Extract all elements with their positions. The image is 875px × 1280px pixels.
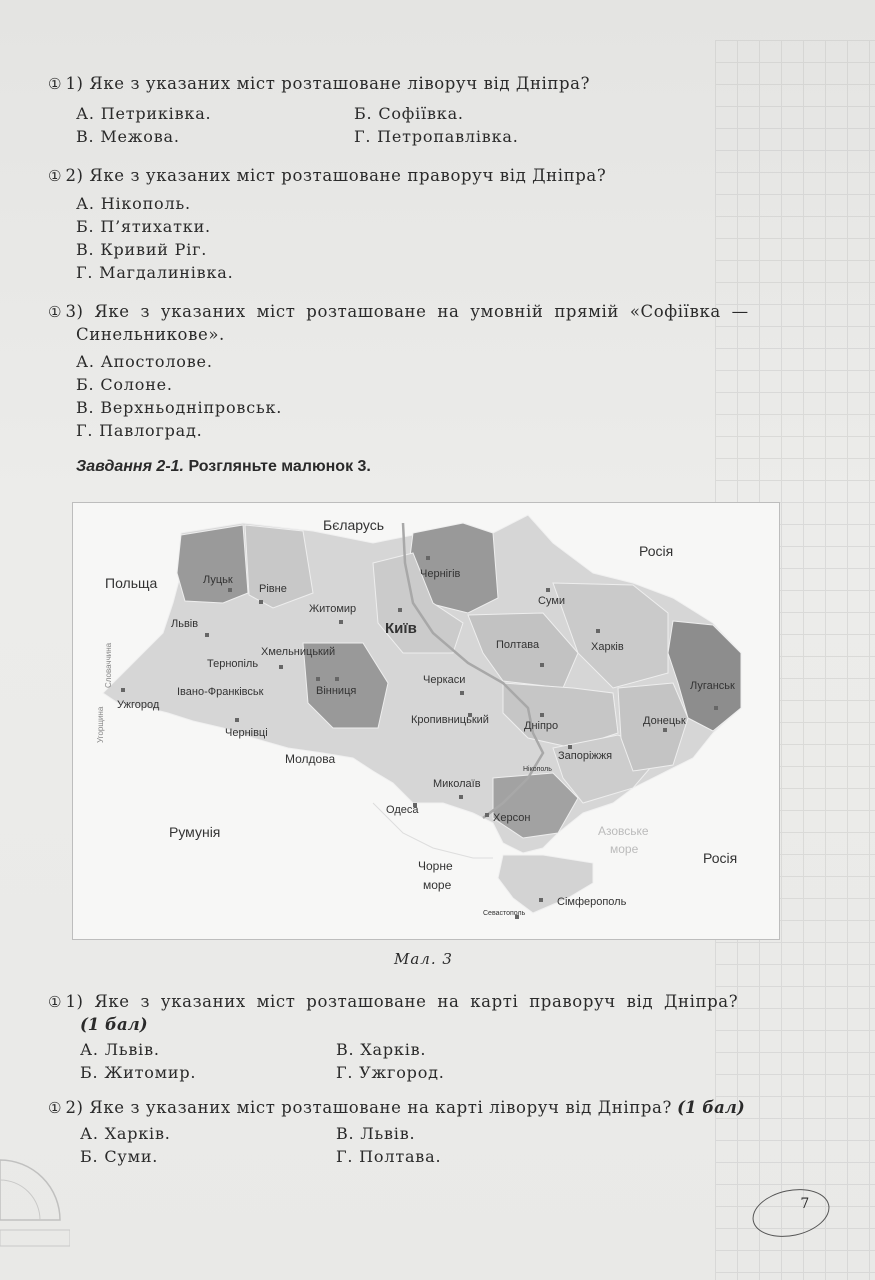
label-russia-bottom: Росія bbox=[703, 850, 738, 866]
label-hungary: Угорщина bbox=[96, 706, 105, 743]
label-rivne: Рівне bbox=[259, 583, 287, 595]
option-a[interactable]: А. Петриківка. bbox=[76, 104, 212, 123]
label-zaporizhzhia: Запоріжжя bbox=[558, 750, 613, 762]
label-poland: Польща bbox=[105, 575, 158, 591]
label-simferopol: Сімферополь bbox=[557, 896, 627, 908]
task-header bbox=[76, 458, 371, 476]
option-g[interactable]: Г. Магдалинівка. bbox=[76, 263, 234, 282]
label-donetsk: Донецьк bbox=[643, 715, 686, 727]
question-text: 2) Яке з указаних міст розташоване на карті ліворуч від Дніпра? bbox=[65, 1098, 672, 1117]
option-a[interactable]: А. Апостолове. bbox=[76, 352, 213, 371]
difficulty-mark: ① bbox=[48, 75, 62, 93]
label-zhytomyr: Житомир bbox=[309, 603, 357, 615]
label-dnipro: Дніпро bbox=[524, 720, 559, 732]
region-volyn bbox=[177, 525, 248, 603]
label-uzhhorod: Ужгород bbox=[117, 699, 160, 711]
label-ivano-frankivsk: Івано-Франківськ bbox=[177, 686, 264, 698]
label-nikopol: Нікополь bbox=[523, 766, 552, 773]
label-moldova: Молдова bbox=[285, 752, 336, 766]
option-v[interactable]: В. Кривий Ріг. bbox=[76, 240, 208, 259]
label-slovakia: Словаччина bbox=[104, 642, 113, 688]
label-black-sea-2: море bbox=[423, 878, 452, 892]
difficulty-mark: ① bbox=[48, 167, 62, 185]
label-azov-sea-1: Азовське bbox=[598, 824, 649, 838]
difficulty-mark: ① bbox=[48, 1099, 62, 1117]
question-3-line2 bbox=[76, 323, 225, 346]
task-label: Завдання 2-1. bbox=[76, 458, 184, 475]
option-v[interactable]: В. Львів. bbox=[336, 1124, 416, 1143]
label-black-sea-1: Чорне bbox=[418, 859, 453, 873]
question-1 bbox=[48, 72, 590, 96]
label-chernihiv: Чернігів bbox=[420, 568, 461, 580]
option-a[interactable]: А. Харків. bbox=[80, 1124, 171, 1143]
label-azov-sea-2: море bbox=[610, 842, 639, 856]
option-v[interactable]: В. Межова. bbox=[76, 127, 180, 146]
label-kropyvnytskyi: Кропивницький bbox=[411, 714, 489, 726]
label-vinnytsia: Вінниця bbox=[316, 685, 357, 697]
option-g[interactable]: Г. Павлоград. bbox=[76, 421, 203, 440]
difficulty-mark: ① bbox=[48, 303, 62, 321]
question-text: 2) Яке з указаних міст розташоване праворуч від Дніпра? bbox=[65, 166, 607, 185]
ukraine-map bbox=[73, 503, 779, 939]
label-kherson: Херсон bbox=[493, 812, 531, 824]
question-2 bbox=[48, 164, 606, 188]
label-belarus: Бєларусь bbox=[323, 517, 385, 533]
label-chernivtsi: Чернівці bbox=[225, 727, 268, 739]
label-luhansk: Луганськ bbox=[690, 680, 735, 692]
option-b[interactable]: Б. Житомир. bbox=[80, 1063, 197, 1082]
difficulty-mark: ① bbox=[48, 993, 62, 1011]
question-text: 3) Яке з указаних міст розташоване на умовній прямій «Софіївка — bbox=[65, 302, 749, 321]
label-odesa: Одеса bbox=[386, 804, 419, 816]
map-figure bbox=[72, 502, 780, 940]
label-kharkiv: Харків bbox=[591, 641, 624, 653]
map-question-2 bbox=[48, 1096, 745, 1120]
label-lutsk: Луцьк bbox=[203, 574, 233, 586]
region-rivne bbox=[245, 525, 313, 608]
option-v[interactable]: В. Харків. bbox=[336, 1040, 427, 1059]
points-label: (1 бал) bbox=[80, 1015, 148, 1034]
option-b[interactable]: Б. П’ятихатки. bbox=[76, 217, 211, 236]
label-russia-top: Росія bbox=[639, 543, 674, 559]
option-a[interactable]: А. Львів. bbox=[80, 1040, 160, 1059]
map-question-1 bbox=[48, 990, 738, 1014]
page-number: 7 bbox=[800, 1195, 810, 1212]
label-cherkasy: Черкаси bbox=[423, 674, 466, 686]
question-text: 1) Яке з указаних міст розташоване на карті праворуч від Дніпра? bbox=[65, 992, 739, 1011]
option-b[interactable]: Б. Солоне. bbox=[76, 375, 173, 394]
option-g[interactable]: Г. Полтава. bbox=[336, 1147, 442, 1166]
label-ternopil: Тернопіль bbox=[207, 658, 259, 670]
label-mykolaiv: Миколаїв bbox=[433, 778, 481, 790]
option-b[interactable]: Б. Суми. bbox=[80, 1147, 159, 1166]
label-poltava: Полтава bbox=[496, 639, 540, 651]
figure-caption: Мал. 3 bbox=[394, 950, 453, 968]
question-text-cont: Синельникове». bbox=[76, 325, 225, 344]
label-kyiv: Київ bbox=[385, 620, 417, 637]
option-a[interactable]: А. Нікополь. bbox=[76, 194, 191, 213]
label-sumy: Суми bbox=[538, 595, 566, 607]
label-sevastopol: Севастополь bbox=[483, 910, 526, 917]
option-g[interactable]: Г. Ужгород. bbox=[336, 1063, 445, 1082]
option-b[interactable]: Б. Софіївка. bbox=[354, 104, 464, 123]
label-khmelnytskyi: Хмельницький bbox=[261, 646, 336, 658]
protractor-decoration bbox=[0, 1140, 70, 1280]
option-v[interactable]: В. Верхньодніпровськ. bbox=[76, 398, 283, 417]
question-3 bbox=[48, 300, 749, 324]
option-g[interactable]: Г. Петропавлівка. bbox=[354, 127, 519, 146]
points-label: (1 бал) bbox=[677, 1098, 745, 1117]
question-text: 1) Яке з указаних міст розташоване ліворуч від Дніпра? bbox=[65, 74, 591, 93]
task-text: Розгляньте малюнок 3. bbox=[188, 458, 371, 475]
label-romania: Румунія bbox=[169, 824, 221, 840]
label-lviv: Львів bbox=[171, 618, 199, 630]
